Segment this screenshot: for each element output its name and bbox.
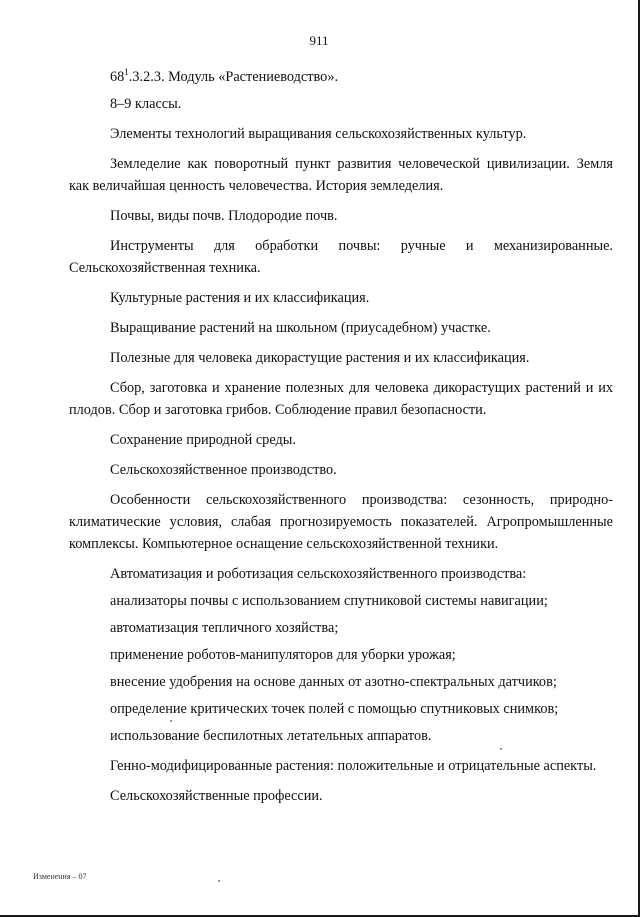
paragraph: Сельскохозяйственные профессии. [110, 788, 323, 804]
paragraph: Сбор, заготовка и хранение полезных для человека дикорастущих растений и их плодов. Сбор и заготовка грибов. Соблюдение правил безопасности. [69, 380, 613, 418]
list-item: использование беспилотных летательных аппаратов. [110, 728, 432, 744]
paragraph-grade: 8–9 классы. [110, 96, 182, 112]
list-item: внесение удобрения на основе данных от азотно-спектральных датчиков; [110, 674, 557, 690]
paragraph: Сельскохозяйственное производство. [110, 462, 337, 478]
section-number-superscript: 1 [124, 67, 129, 78]
paragraph: Элементы технологий выращивания сельскохозяйственных культур. [110, 126, 527, 142]
section-number-suffix: .3.2.3. [128, 69, 165, 85]
scan-speck [218, 880, 220, 882]
paragraph: Особенности сельскохозяйственного производства: сезонность, природно-климатические условия, слабая прогнозируемость показателей. Агропромышленные комплексы. Компьютерное оснащение сельскохозяйственной техники. [69, 492, 613, 552]
paragraph: Генно-модифицированные растения: положительные и отрицательные аспекты. [110, 758, 597, 774]
paragraph: Культурные растения и их классификация. [110, 290, 370, 306]
list-item: автоматизация тепличного хозяйства; [110, 620, 339, 636]
list-item: применение роботов-манипуляторов для уборки урожая; [110, 647, 456, 663]
page-number: 911 [309, 33, 329, 48]
scan-speck [170, 720, 172, 722]
scan-speck [500, 748, 502, 750]
section-title: Модуль «Растениеводство». [168, 69, 339, 85]
paragraph: Полезные для человека дикорастущие растения и их классификация. [110, 350, 530, 366]
section-heading [69, 66, 613, 88]
paragraph: Автоматизация и роботизация сельскохозяйственного производства: [110, 566, 527, 582]
footer-note: Изменения – 07 [33, 872, 87, 881]
paragraph: Выращивание растений на школьном (приусадебном) участке. [110, 320, 491, 336]
document-body [69, 66, 613, 807]
list-item: определение критических точек полей с помощью спутниковых снимков; [110, 701, 559, 717]
section-number-prefix: 68 [110, 69, 125, 85]
list-item: анализаторы почвы с использованием спутниковой системы навигации; [110, 593, 548, 609]
paragraph: Почвы, виды почв. Плодородие почв. [110, 208, 338, 224]
paragraph: Сохранение природной среды. [110, 432, 296, 448]
paragraph: Земледелие как поворотный пункт развития человеческой цивилизации. Земля как величайшая ценность человечества. История земледелия. [69, 156, 613, 194]
paragraph: Инструменты для обработки почвы: ручные и механизированные. Сельскохозяйственная техника. [69, 238, 613, 276]
